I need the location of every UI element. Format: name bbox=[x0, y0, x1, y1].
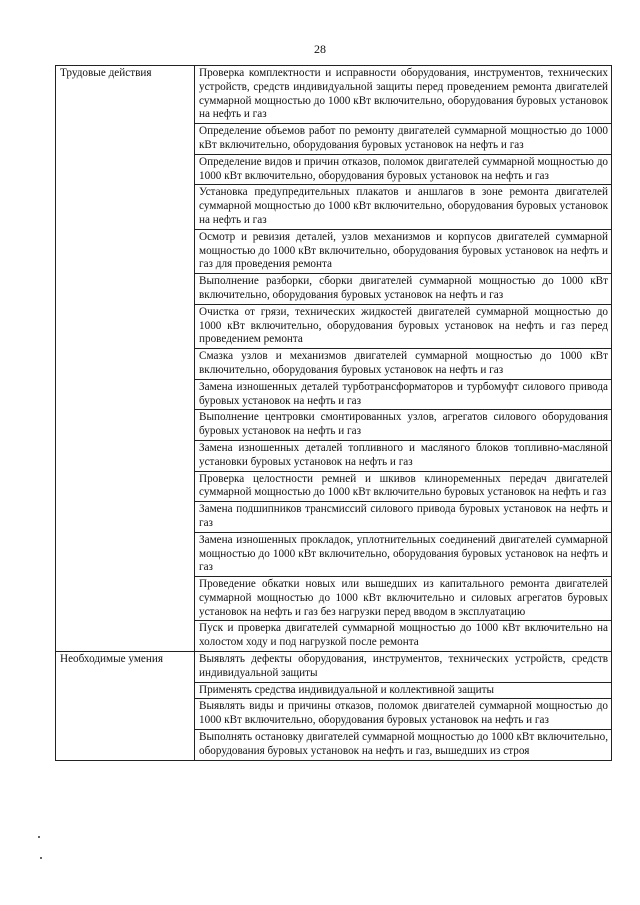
table-cell-text: Замена подшипников трансмиссий силового привода буровых установок на нефть и газ bbox=[195, 502, 612, 533]
table-cell-text: Выполнять остановку двигателей суммарной мощностью до 1000 кВт включительно, оборудования буровых установок на нефть и газ, вышедших из строя bbox=[195, 730, 612, 761]
table-cell-text: Определение видов и причин отказов, поломок двигателей суммарной мощностью до 1000 кВт включительно, оборудования буровых установок на нефть и газ bbox=[195, 154, 612, 185]
table-cell-text: Замена изношенных деталей топливного и масляного блоков топливно-масляной установки буровых установок на нефть и газ bbox=[195, 440, 612, 471]
table-cell-text: Очистка от грязи, технических жидкостей двигателей суммарной мощностью до 1000 кВт включительно, оборудования буровых установок на нефть и газ перед проведением ремонта bbox=[195, 304, 612, 348]
page-number: 28 bbox=[314, 42, 326, 56]
table-cell-text: Определение объемов работ по ремонту двигателей суммарной мощностью до 1000 кВт включительно, оборудования буровых установок на нефть и газ bbox=[195, 124, 612, 155]
requirements-table bbox=[55, 65, 612, 761]
table-row bbox=[56, 652, 612, 683]
table-cell-text: Выполнение центровки смонтированных узлов, агрегатов силового оборудования буровых установок на нефть и газ bbox=[195, 410, 612, 441]
table-cell-text: Выявлять дефекты оборудования, инструментов, технических устройств, средств индивидуальной защиты bbox=[195, 652, 612, 683]
table-cell-text: Применять средства индивидуальной и коллективной защиты bbox=[195, 682, 612, 699]
table-cell-text: Выполнение разборки, сборки двигателей суммарной мощностью до 1000 кВт включительно, оборудования буровых установок на нефть и газ bbox=[195, 274, 612, 305]
table-cell-text: Замена изношенных деталей турботрансформаторов и турбомуфт силового привода буровых установок на нефть и газ bbox=[195, 379, 612, 410]
section-label: Трудовые действия bbox=[56, 66, 195, 652]
table-cell-text: Проведение обкатки новых или вышедших из капитального ремонта двигателей суммарной мощностью до 1000 кВт включительно и силовых агрегатов буровых установок на нефть и газ без нагрузки перед вводом в эксплуатацию bbox=[195, 577, 612, 621]
scan-artifact-dot bbox=[38, 836, 40, 838]
table-cell-text: Пуск и проверка двигателей суммарной мощностью до 1000 кВт включительно на холостом ходу и под нагрузкой после ремонта bbox=[195, 621, 612, 652]
table-cell-text: Замена изношенных прокладок, уплотнительных соединений двигателей суммарной мощностью до 1000 кВт включительно, оборудования буровых установок на нефть и газ bbox=[195, 532, 612, 576]
table-cell-text: Смазка узлов и механизмов двигателей суммарной мощностью до 1000 кВт включительно, оборудования буровых установок на нефть и газ bbox=[195, 349, 612, 380]
table-cell-text: Выявлять виды и причины отказов, поломок двигателей суммарной мощностью до 1000 кВт включительно, оборудования буровых установок на нефть и газ bbox=[195, 699, 612, 730]
table-row bbox=[56, 66, 612, 124]
section-label: Необходимые умения bbox=[56, 652, 195, 761]
table-cell-text: Проверка целостности ремней и шкивов клиноременных передач двигателей суммарной мощностью до 1000 кВт включительно буровых установок на нефть и газ bbox=[195, 471, 612, 502]
table-cell-text: Осмотр и ревизия деталей, узлов механизмов и корпусов двигателей суммарной мощностью до 1000 кВт включительно, оборудования буровых установок на нефть и газ для проведения ремонта bbox=[195, 229, 612, 273]
requirements-table-body bbox=[56, 66, 612, 761]
table-cell-text: Проверка комплектности и исправности оборудования, инструментов, технических устройств, средств индивидуальной защиты перед проведением ремонта двигателей суммарной мощностью до 1000 кВт включительно, оборудования буровых установок на нефть и газ bbox=[195, 66, 612, 124]
table-cell-text: Установка предупредительных плакатов и аншлагов в зоне ремонта двигателей суммарной мощностью до 1000 кВт включительно, оборудования буровых установок на нефть и газ bbox=[195, 185, 612, 229]
scan-artifact-dot bbox=[40, 857, 42, 859]
